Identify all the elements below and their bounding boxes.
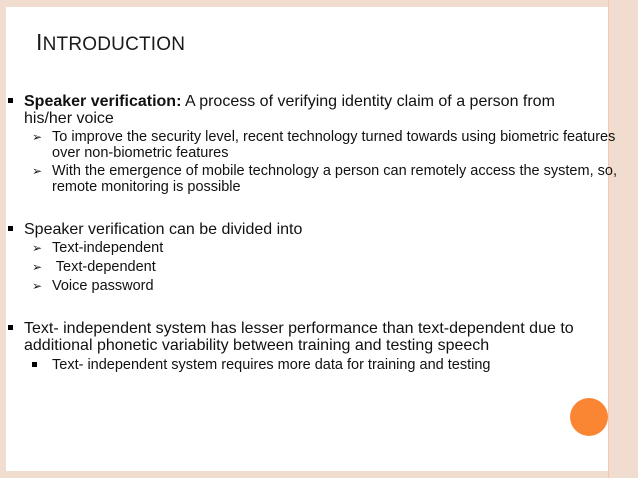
title-rest: NTRODUCTION (42, 34, 186, 55)
bullet-bold-term: Speaker verification: (24, 93, 182, 110)
title-initial: I (36, 29, 43, 55)
frame-top (0, 0, 638, 7)
bullet-text: Speaker verification can be divided into (24, 221, 303, 238)
sub-bullet-text: Text-dependent (52, 259, 156, 275)
arrow-bullet-icon: ➢ (32, 260, 43, 274)
sub-bullet-text: Voice password (52, 278, 154, 294)
sub-bullet-text: With the emergence of mobile technology a person can remotely access the system, so, remote monitoring is possible (52, 163, 617, 195)
sub-bullet-text: Text-independent (52, 240, 164, 256)
orange-circle-decoration (570, 398, 608, 436)
frame-right-divider (608, 0, 609, 478)
arrow-bullet-icon: ➢ (32, 279, 43, 293)
bullet-text: Text- independent system has lesser performance than text-dependent due to additional phonetic variability between training and testing speech (24, 320, 574, 354)
square-bullet-icon (8, 226, 13, 231)
frame-bottom (0, 471, 638, 478)
square-bullet-icon (32, 362, 37, 367)
arrow-bullet-icon: ➢ (32, 164, 43, 178)
square-bullet-icon (8, 98, 13, 103)
arrow-bullet-icon: ➢ (32, 130, 43, 144)
frame-left (0, 0, 6, 478)
arrow-bullet-icon: ➢ (32, 241, 43, 255)
sub-bullet-text: Text- independent system requires more data for training and testing (52, 357, 491, 373)
slide-title (36, 29, 185, 56)
sub-bullet-text: To improve the security level, recent technology turned towards using biometric features over non-biometric features (52, 129, 616, 161)
square-bullet-icon (8, 325, 13, 330)
frame-right (609, 0, 638, 478)
bullet-text: A process of verifying identity claim of a person from his/her voice (24, 93, 555, 127)
